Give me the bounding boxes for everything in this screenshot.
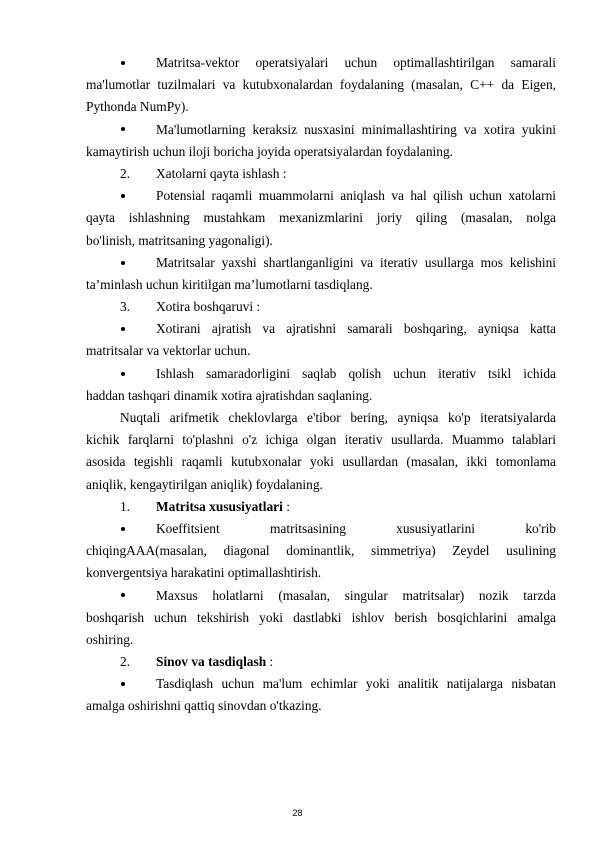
text-line: Ishlash samaradorligini saqlab qolish uchun iterativ tsikl ichida — [156, 365, 556, 381]
text-line: kamaytirish uchun iloji boricha joyida operatsiyalardan foydalaning. — [86, 143, 454, 159]
heading-suffix: : — [282, 498, 290, 514]
text-line: Nuqtali arifmetik cheklovlarga e'tibor bering, ayniqsa ko'p iteratsiyalarda — [120, 410, 556, 425]
bullet-item — [86, 318, 556, 362]
numbered-heading — [86, 163, 556, 185]
bullet-icon — [120, 363, 125, 385]
text-line: matritsalar va vektorlar uchun. — [86, 343, 251, 359]
text-line: Xotira boshqaruvi : — [156, 299, 261, 315]
document-page — [86, 52, 556, 718]
bullet-icon — [120, 673, 125, 695]
heading-title: Sinov va tasdiqlash — [156, 654, 267, 670]
text-line: taʼminlash uchun kiritilgan maʼlumotlarni tasdiqlang. — [86, 276, 373, 292]
text-line: Xotirani ajratish va ajratishni samarali boshqaring, ayniqsa katta — [156, 321, 556, 337]
text-line: Maxsus holatlarni (masalan, singular matritsalar) nozik tarzda — [156, 587, 556, 603]
numbered-heading — [86, 651, 556, 673]
bullet-item — [86, 518, 556, 585]
heading-suffix: : — [266, 654, 274, 670]
text-line: haddan tashqari dinamik xotira ajratishdan saqlaning. — [86, 387, 373, 403]
text-line: Pythonda NumPy). — [86, 99, 189, 115]
text-line: bo'linish, matritsaning yagonaligi). — [86, 232, 273, 248]
bullet-item — [86, 52, 556, 119]
paragraph — [86, 407, 556, 496]
bullet-item — [86, 185, 556, 252]
bullet-icon — [120, 52, 125, 74]
bullet-item — [86, 363, 556, 407]
text-line: Matritsa-vektor operatsiyalari uchun optimallashtirilgan samarali — [156, 55, 556, 70]
bullet-icon — [120, 585, 125, 607]
list-number: 3. — [120, 299, 131, 315]
text-line: konvergentsiya harakatini optimallashtirish. — [86, 565, 322, 581]
text-line: oshiring. — [86, 631, 134, 647]
heading-line — [86, 651, 556, 673]
heading-line — [86, 496, 556, 518]
bullet-icon — [120, 518, 125, 540]
text-line: boshqarish uchun tekshirish yoki dastlabki ishlov berish bosqichlarini amalga — [86, 609, 556, 625]
numbered-heading — [86, 296, 556, 318]
list-number: 2. — [120, 654, 131, 670]
text-line: Koeffitsient matritsasining xususiyatlarini ko'rib — [156, 520, 556, 536]
bullet-item — [86, 585, 556, 652]
text-line: amalga oshirishni qattiq sinovdan o'tkazing. — [86, 698, 322, 714]
bullet-item — [86, 673, 556, 717]
bullet-icon — [120, 185, 125, 207]
text-line: qayta ishlashning mustahkam mexanizmlarini joriy qiling (masalan, nolga — [86, 210, 556, 226]
bullet-icon — [120, 119, 125, 141]
text-line: asosida tegishli raqamli kutubxonalar yoki usullardan (masalan, ikki tomonlama — [86, 454, 556, 470]
text-line: Matritsalar yaxshi shartlanganligini va iterativ usullarga mos kelishini — [156, 254, 556, 270]
bullet-item — [86, 252, 556, 296]
text-line: Xatolarni qayta ishlash : — [156, 165, 287, 181]
heading-title: Matritsa xususiyatlari — [156, 498, 283, 514]
text-line: ma'lumotlar tuzilmalari va kutubxonalardan foydalaning (masalan, C++ da Eigen, — [86, 77, 556, 93]
text-line: aniqlik, kengaytirilgan aniqlik) foydalaning. — [86, 476, 323, 492]
page-number: 28 — [292, 808, 303, 818]
numbered-heading — [86, 496, 556, 518]
text-line: Tasdiqlash uchun ma'lum echimlar yoki analitik natijalarga nisbatan — [156, 676, 556, 692]
list-number: 2. — [120, 165, 131, 181]
bullet-icon — [120, 252, 125, 274]
bullet-icon — [120, 318, 125, 340]
text-line: kichik farqlarni to'plashni o'z ichiga olgan iterativ usullarda. Muammo talablari — [86, 432, 556, 448]
bullet-item — [86, 119, 556, 163]
text-line: Ma'lumotlarning keraksiz nusxasini minimallashtiring va xotira yukini — [156, 121, 556, 137]
text-line: Potensial raqamli muammolarni aniqlash va hal qilish uchun xatolarni — [156, 188, 556, 204]
list-number: 1. — [120, 498, 131, 514]
text-line: chiqingAAA(masalan, diagonal dominantlik, simmetriya) Zeydel usulining — [86, 543, 556, 559]
